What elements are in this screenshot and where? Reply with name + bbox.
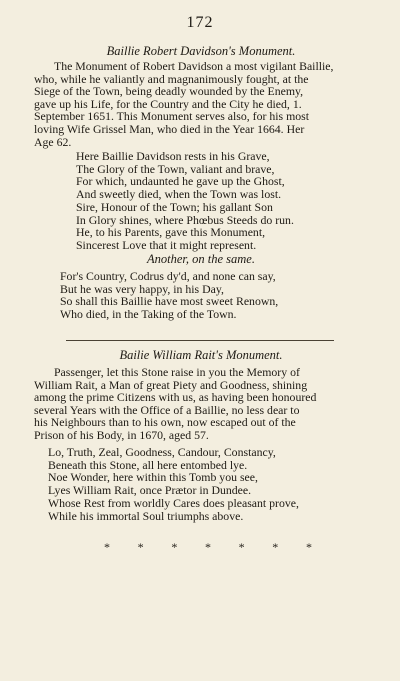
prose-line: Passenger, let this Stone raise in you the Memory of (54, 365, 300, 379)
prose-line: gave up his Life, for the Country and the City he died, 1. (34, 96, 302, 111)
verse-line: Who died, in the Taking of the Town. (60, 307, 237, 322)
section-rait-monument (34, 348, 368, 362)
verse-line: For's Country, Codrus dy'd, and none can say, (60, 269, 276, 283)
verse-line: In Glory shines, where Phœbus Steeds do run. (76, 212, 294, 227)
prose-line: Age 62. (34, 134, 72, 149)
verse-line: Lo, Truth, Zeal, Goodness, Candour, Constancy, (48, 445, 276, 459)
section-davidson-monument (34, 44, 368, 58)
prose-line: Prison of his Body, in 1670, aged 57. (34, 427, 209, 442)
rait-inscription (34, 366, 368, 442)
asterisk: * (272, 540, 279, 554)
verse-line: And sweetly died, when the Town was lost. (76, 187, 282, 202)
prose-line: among the prime Citizens with us, as having been honoured (34, 390, 317, 405)
asterisk: * (305, 540, 312, 554)
davidson-verse (76, 150, 366, 252)
verse-line: Noe Wonder, here within this Tomb you see, (48, 470, 258, 485)
another-verse (60, 270, 360, 321)
verse-line: Lyes William Rait, once Prætor in Dundee. (48, 483, 252, 498)
verse-line: Sincerest Love that it might represent. (76, 237, 257, 252)
prose-line: The Monument of Robert Davidson a most vigilant Baillie, (54, 59, 334, 73)
prose-line: September 1651. This Monument serves also, for his most (34, 109, 310, 124)
prose-line: his Neighbours than to his own, now escaped out of the (34, 415, 296, 430)
prose-line: Siege of the Town, being deadly wounded by the Enemy, (34, 84, 304, 99)
asterisk: * (137, 540, 144, 554)
ornament-asterisks (104, 540, 312, 555)
verse-line: The Glory of the Town, valiant and brave, (76, 161, 275, 176)
prose-line: who, while he valiantly and magnanimously fought, at the (34, 71, 309, 86)
verse-line: Sire, Honour of the Town; his gallant Son (76, 199, 273, 214)
prose-line: loving Wife Grissel Man, who died in the Year 1664. Her (34, 121, 305, 136)
section-heading: Bailie William Rait's Monument. (119, 348, 283, 362)
rait-verse (48, 446, 368, 522)
asterisk: * (238, 540, 245, 554)
verse-line: Here Baillie Davidson rests in his Grave, (76, 149, 270, 163)
prose-line: William Rait, a Man of great Piety and Goodness, shining (34, 377, 308, 392)
verse-line: He, to his Parents, gave this Monument, (76, 225, 266, 240)
verse-line: Whose Rest from worldly Cares does pleasant prove, (48, 495, 299, 510)
verse-line: Beneath this Stone, all here entombed lye. (48, 457, 248, 472)
verse-line: But he was very happy, in his Day, (60, 281, 224, 296)
asterisk: * (204, 540, 211, 554)
prose-line: several Years with the Office of a Baillie, no less dear to (34, 402, 300, 417)
verse-line: For which, undaunted he gave up the Ghost, (76, 174, 285, 189)
asterisk: * (171, 540, 178, 554)
asterisk: * (104, 540, 110, 554)
section-divider (66, 340, 334, 341)
section-heading: Baillie Robert Davidson's Monument. (106, 44, 296, 58)
verse-line: So shall this Baillie have most sweet Renown, (60, 294, 279, 309)
section-heading: Another, on the same. (147, 252, 255, 266)
verse-line: While his immortal Soul triumphs above. (48, 508, 244, 523)
section-another (34, 252, 368, 266)
davidson-inscription (34, 60, 368, 148)
page-number: 172 (186, 14, 214, 31)
